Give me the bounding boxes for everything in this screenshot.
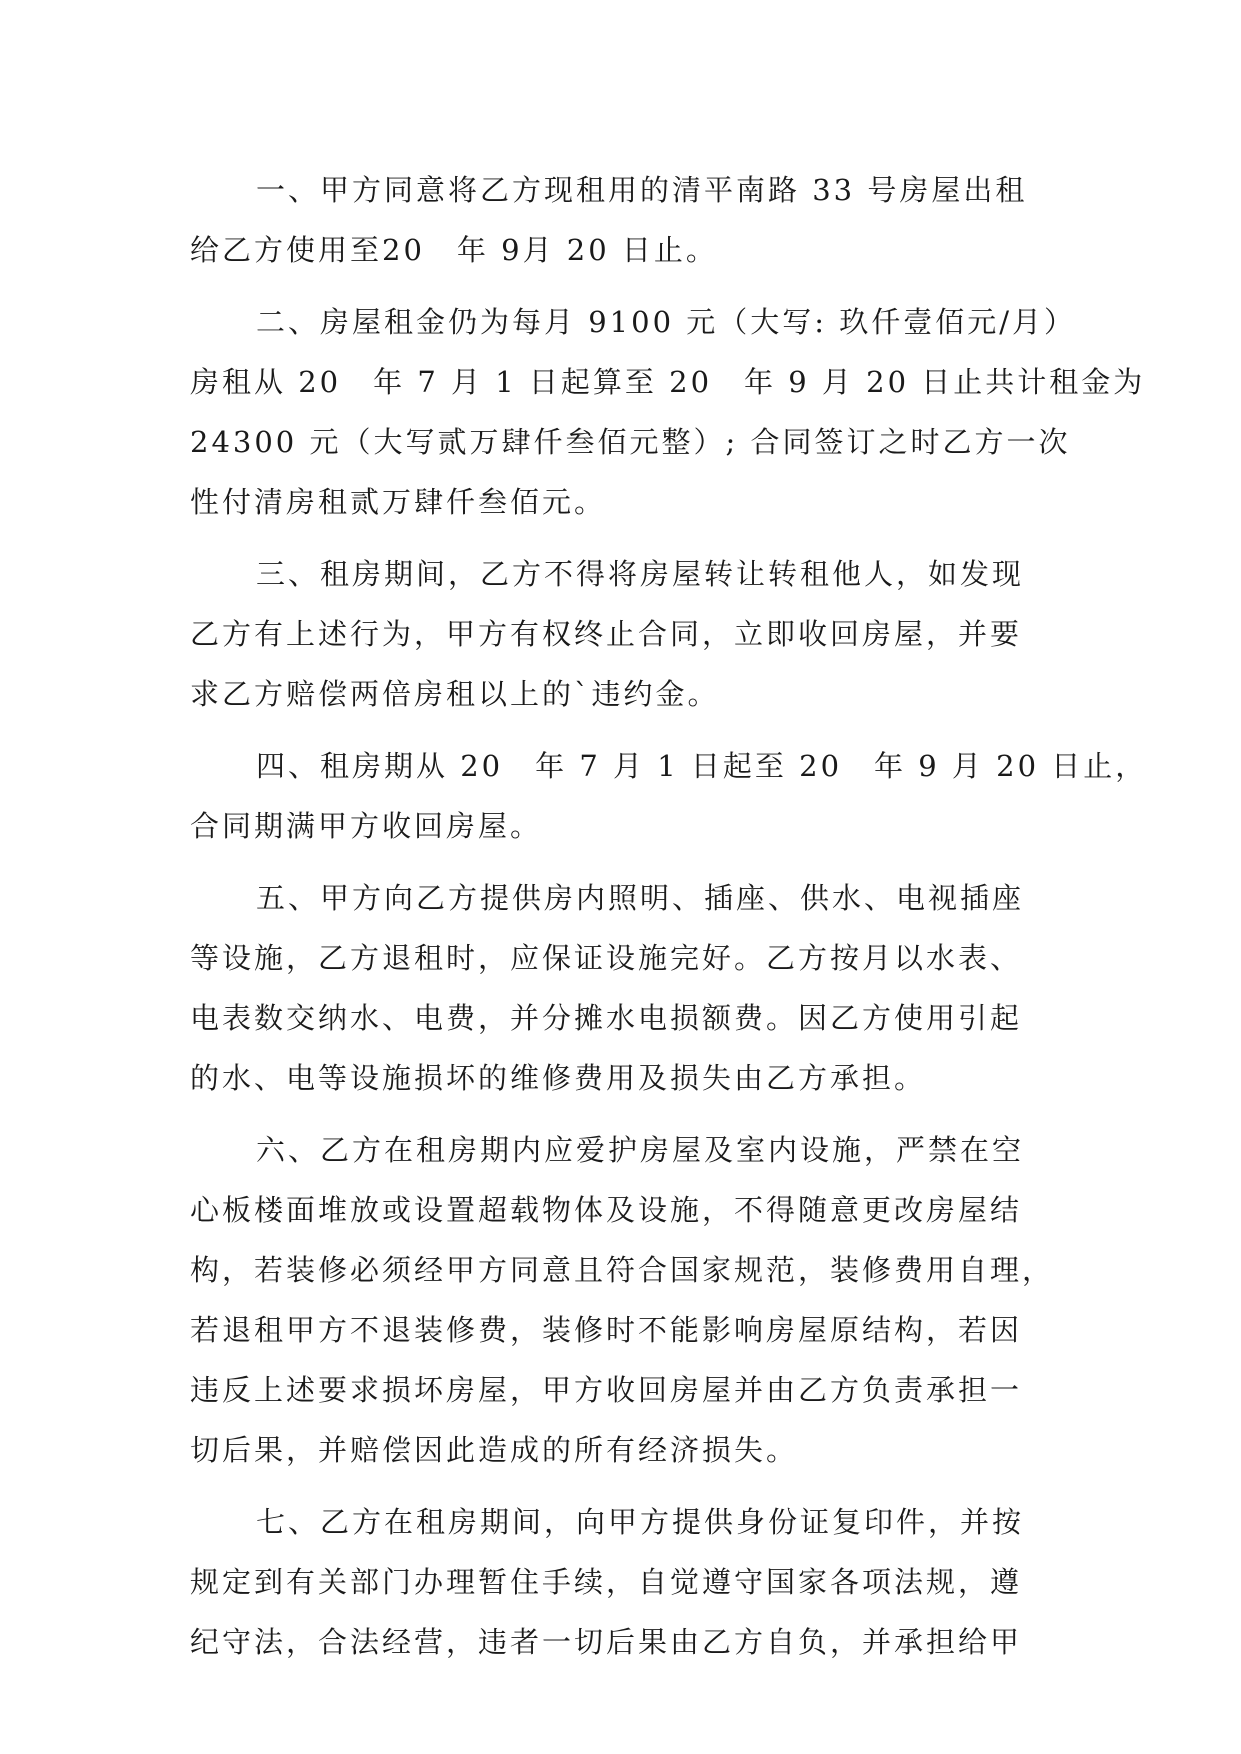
clause-line: 等设施，乙方退租时，应保证设施完好。乙方按月以水表、	[190, 941, 1023, 975]
clause-line: 违反上述要求损坏房屋，甲方收回房屋并由乙方负责承担一	[190, 1373, 1023, 1407]
clause-line: 七、乙方在租房期间，向甲方提供身份证复印件，并按	[256, 1505, 1025, 1539]
clause-line: 切后果，并赔偿因此造成的所有经济损失。	[190, 1433, 799, 1467]
clause-line: 一、甲方同意将乙方现租用的清平南路 33 号房屋出租	[256, 173, 1028, 207]
clause-line: 规定到有关部门办理暂住手续，自觉遵守国家各项法规，遵	[190, 1565, 1023, 1599]
clause-line: 五、甲方向乙方提供房内照明、插座、供水、电视插座	[256, 881, 1025, 915]
clause-line: 性付清房租贰万肆仟叁佰元。	[190, 485, 607, 519]
clause-line: 构，若装修必须经甲方同意且符合国家规范，装修费用自理，	[190, 1253, 1055, 1287]
clause-5	[190, 868, 1050, 1108]
clause-line: 24300 元（大写贰万肆仟叁佰元整）; 合同签订之时乙方一次	[190, 425, 1071, 459]
clause-1	[190, 160, 1050, 280]
clause-7	[190, 1492, 1050, 1672]
clause-line: 若退租甲方不退装修费，装修时不能影响房屋原结构，若因	[190, 1313, 1023, 1347]
clause-2	[190, 292, 1146, 532]
clause-line: 给乙方使用至20 年 9月 20 日止。	[190, 233, 718, 267]
contract-body	[190, 160, 1148, 1684]
clause-line: 房租从 20 年 7 月 1 日起算至 20 年 9 月 20 日止共计租金为	[190, 365, 1146, 399]
clause-6	[190, 1120, 1055, 1480]
clause-4	[190, 736, 1148, 856]
clause-line: 三、租房期间，乙方不得将房屋转让转租他人，如发现	[256, 557, 1025, 591]
clause-line: 乙方有上述行为，甲方有权终止合同，立即收回房屋，并要	[190, 617, 1023, 651]
clause-line: 六、乙方在租房期内应爱护房屋及室内设施，严禁在空	[256, 1133, 1025, 1167]
clause-line: 的水、电等设施损坏的维修费用及损失由乙方承担。	[190, 1061, 927, 1095]
clause-line: 电表数交纳水、电费，并分摊水电损额费。因乙方使用引起	[190, 1001, 1023, 1035]
clause-line: 四、租房期从 20 年 7 月 1 日起至 20 年 9 月 20 日止，	[256, 749, 1148, 783]
clause-3	[190, 544, 1050, 724]
clause-line: 求乙方赔偿两倍房租以上的`违约金。	[190, 677, 720, 711]
clause-line: 纪守法，合法经营，违者一切后果由乙方自负，并承担给甲	[190, 1625, 1023, 1659]
clause-line: 二、房屋租金仍为每月 9100 元（大写: 玖仟壹佰元/月）	[256, 305, 1076, 339]
clause-line: 心板楼面堆放或设置超载物体及设施，不得随意更改房屋结	[190, 1193, 1023, 1227]
clause-line: 合同期满甲方收回房屋。	[190, 809, 543, 843]
